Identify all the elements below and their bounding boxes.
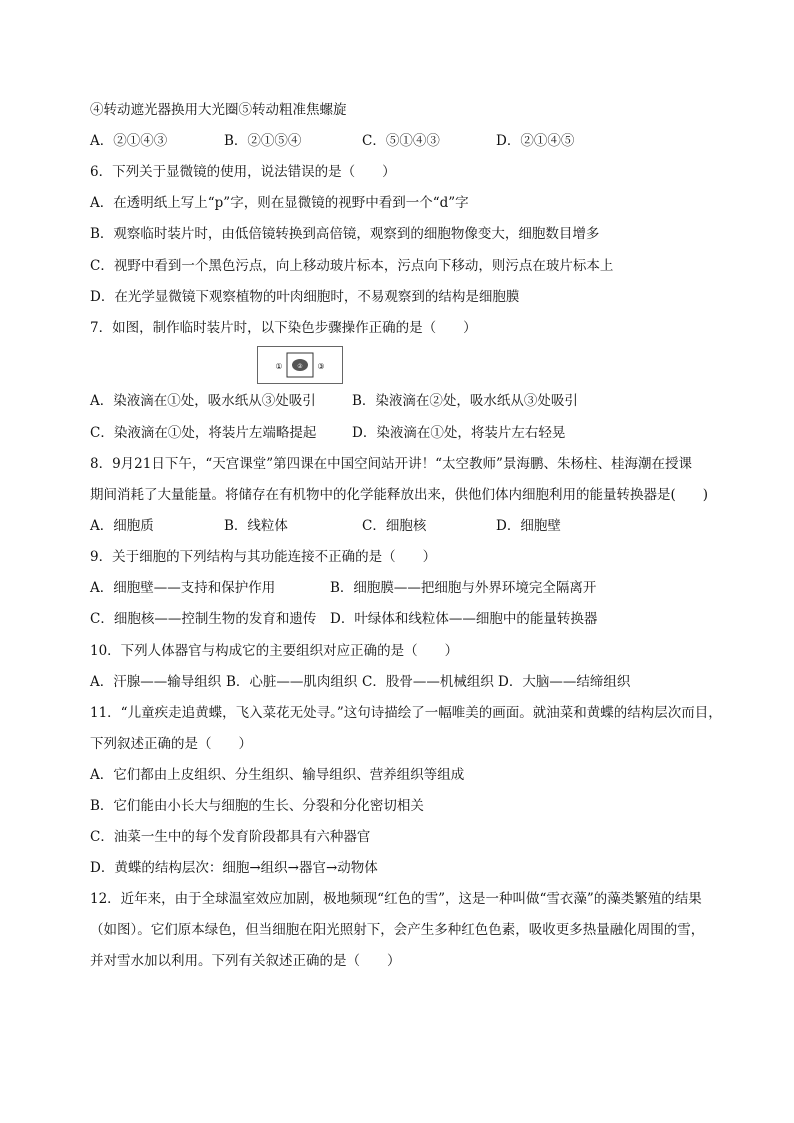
q8-option-d[interactable]: D．细胞壁 [496, 518, 561, 534]
q11-option-d[interactable]: D．黄蝶的结构层次：细胞→组织→器官→动物体 [90, 860, 378, 876]
question-8-stem-line2: 期间消耗了大量能量。将储存在有机物中的化学能释放出来，供他们体内细胞利用的能量转换器是( ) [90, 487, 709, 503]
question-12-stem-line1: 12．近年来，由于全球温室效应加剧，极地频现“红色的雪”，这是一种叫做“雪衣藻”的藻类繁殖的结果 [90, 891, 702, 907]
q7-option-b[interactable]: B．染液滴在②处，吸水纸从③处吸引 [352, 393, 578, 409]
q7-options-row2 [90, 418, 734, 449]
option-b[interactable]: B．②①⑤④ [224, 133, 302, 149]
question-6-stem: 6．下列关于显微镜的使用，说法错误的是（ ） [90, 164, 396, 180]
question-12-stem-line3: 并对雪水加以利用。下列有关叙述正确的是（ ） [90, 953, 401, 969]
q11-option-c[interactable]: C．油菜一生中的每个发育阶段都具有六种器官 [90, 829, 371, 845]
question-8-stem-line1: 8．9月21日下午，“天宫课堂”第四课在中国空间站开讲！“太空教师”景海鹏、朱杨柱、桂海潮在授课 [90, 456, 692, 472]
q9-option-a[interactable]: A．细胞壁——支持和保护作用 [90, 580, 276, 596]
q8-options [90, 511, 734, 542]
q10-option-b[interactable]: B．心脏——肌肉组织 [226, 674, 358, 690]
slide-diagram [258, 347, 342, 383]
option-a[interactable]: A．②①④③ [90, 133, 168, 149]
q9-option-c[interactable]: C．细胞核——控制生物的发育和遗传 [90, 611, 317, 627]
q10-option-a[interactable]: A．汗腺——输导组织 [90, 674, 222, 690]
q9-option-b[interactable]: B．细胞膜——把细胞与外界环境完全隔离开 [330, 580, 597, 596]
question-12-stem-line2: （如图）。它们原本绿色，但当细胞在阳光照射下，会产生多种红色色素，吸收更多热量融化周围的雪， [90, 922, 705, 938]
label-3: ③ [317, 362, 325, 371]
option-c[interactable]: C．⑤①④③ [362, 133, 440, 149]
q7-options-row1 [90, 386, 734, 417]
label-1: ① [275, 362, 283, 371]
q9-option-d[interactable]: D．叶绿体和线粒体——细胞中的能量转换器 [330, 611, 598, 627]
q10-options [90, 667, 734, 698]
question-9-stem: 9．关于细胞的下列结构与其功能连接不正确的是（ ） [90, 549, 437, 565]
question-11-stem-line2: 下列叙述正确的是（ ） [90, 736, 252, 752]
q10-option-d[interactable]: D．大脑——结缔组织 [498, 674, 631, 690]
q5-options [90, 126, 734, 157]
q8-option-c[interactable]: C．细胞核 [362, 518, 427, 534]
q8-option-a[interactable]: A．细胞质 [90, 518, 154, 534]
q7-option-a[interactable]: A．染液滴在①处，吸水纸从③处吸引 [90, 393, 316, 409]
q9-options-row2 [90, 604, 734, 635]
q6-option-d[interactable]: D．在光学显微镜下观察植物的叶肉细胞时，不易观察到的结构是细胞膜 [90, 289, 520, 305]
q6-option-c[interactable]: C．视野中看到一个黑色污点，向上移动玻片标本，污点向下移动，则污点在玻片标本上 [90, 258, 614, 274]
option-d[interactable]: D．②①④⑤ [496, 133, 575, 149]
q10-option-c[interactable]: C．股骨——机械组织 [362, 674, 494, 690]
question-7-stem: 7．如图，制作临时装片时，以下染色步骤操作正确的是（ ） [90, 320, 477, 336]
label-2: ② [297, 363, 303, 370]
q7-option-d[interactable]: D．染液滴在①处，将装片左右轻晃 [352, 425, 566, 441]
question-11-stem-line1: 11．“儿童疾走追黄蝶，飞入菜花无处寻。”这句诗描绘了一幅唯美的画面。就油菜和黄蝶的结构层次而目， [90, 705, 722, 721]
q5-steps: ④转动遮光器换用大光圈⑤转动粗准焦螺旋 [90, 102, 347, 118]
slide-figure [257, 346, 343, 384]
q11-option-a[interactable]: A．它们都由上皮组织、分生组织、输导组织、营养组织等组成 [90, 767, 465, 783]
q6-option-b[interactable]: B．观察临时装片时，由低倍镜转换到高倍镜，观察到的细胞物像变大，细胞数目增多 [90, 226, 600, 242]
question-10-stem: 10．下列人体器官与构成它的主要组织对应正确的是（ ） [90, 643, 459, 659]
q11-option-b[interactable]: B．它们能由小长大与细胞的生长、分裂和分化密切相关 [90, 798, 424, 814]
q8-option-b[interactable]: B．线粒体 [224, 518, 288, 534]
q9-options-row1 [90, 573, 734, 604]
q7-option-c[interactable]: C．染液滴在①处，将装片左端略提起 [90, 425, 317, 441]
q6-option-a[interactable]: A．在透明纸上写上“p”字，则在显微镜的视野中看到一个“d”字 [90, 195, 469, 211]
